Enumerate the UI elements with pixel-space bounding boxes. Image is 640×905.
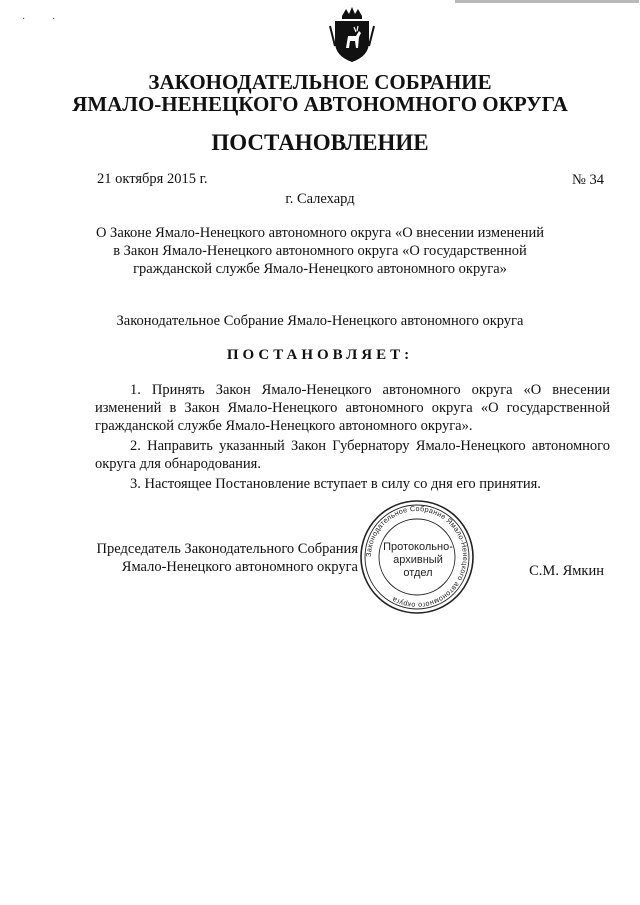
assembly-statement: Законодательное Собрание Ямало-Ненецкого автономного округа xyxy=(116,313,524,329)
document-city: г. Салехард xyxy=(285,191,355,207)
signatory-position xyxy=(80,540,358,576)
clause-item: 3. Настоящее Постановление вступает в силу со дня его принятия. xyxy=(130,476,541,492)
subject-line: гражданской службе Ямало-Ненецкого автономного округа» xyxy=(133,261,507,277)
coat-of-arms-emblem xyxy=(326,6,378,66)
clause-item: 1. Принять Закон Ямало-Ненецкого автономного округа «О внесении изменений в Закон Ямало-Ненецкого автономного округа «О государственной гражданской службе Ямало-Ненецкого автономного округа». xyxy=(95,382,610,434)
subject-line: О Законе Ямало-Ненецкого автономного округа «О внесении изменений xyxy=(95,225,545,241)
decree-heading: ПОСТАНОВЛЯЕТ: xyxy=(226,347,414,363)
organization-name-line1: ЗАКОНОДАТЕЛЬНОЕ СОБРАНИЕ xyxy=(148,70,492,94)
signatory-name: С.М. Ямкин xyxy=(529,563,604,579)
clause-item: 2. Направить указанный Закон Губернатору Ямало-Ненецкого автономного округа для обнародования. xyxy=(95,438,610,472)
clauses-list xyxy=(95,381,610,495)
seal-text-line: архивный xyxy=(393,554,443,566)
signatory-position-line: Ямало-Ненецкого автономного округа xyxy=(121,559,358,575)
document-type-title: ПОСТАНОВЛЕНИЕ xyxy=(211,130,429,155)
scan-edge-mark xyxy=(455,0,639,3)
signatory-position-line: Председатель Законодательного Собрания xyxy=(96,541,358,557)
document-number: № 34 xyxy=(572,172,604,188)
seal-ring-text: Законодательное Собрание Ямало-Ненецкого автономного округа xyxy=(363,503,471,611)
seal-text-line: Протокольно- xyxy=(383,541,453,553)
document-subject xyxy=(0,224,640,278)
seal-center-text xyxy=(378,541,458,580)
subject-line: в Закон Ямало-Ненецкого автономного округа «О государственной xyxy=(113,243,527,259)
scan-speck: · xyxy=(52,14,56,25)
seal-text-line: отдел xyxy=(403,567,433,579)
document-date: 21 октября 2015 г. xyxy=(97,171,208,187)
organization-name-line2: ЯМАЛО-НЕНЕЦКОГО АВТОНОМНОГО ОКРУГА xyxy=(72,92,568,116)
scan-speck: · xyxy=(22,14,26,25)
